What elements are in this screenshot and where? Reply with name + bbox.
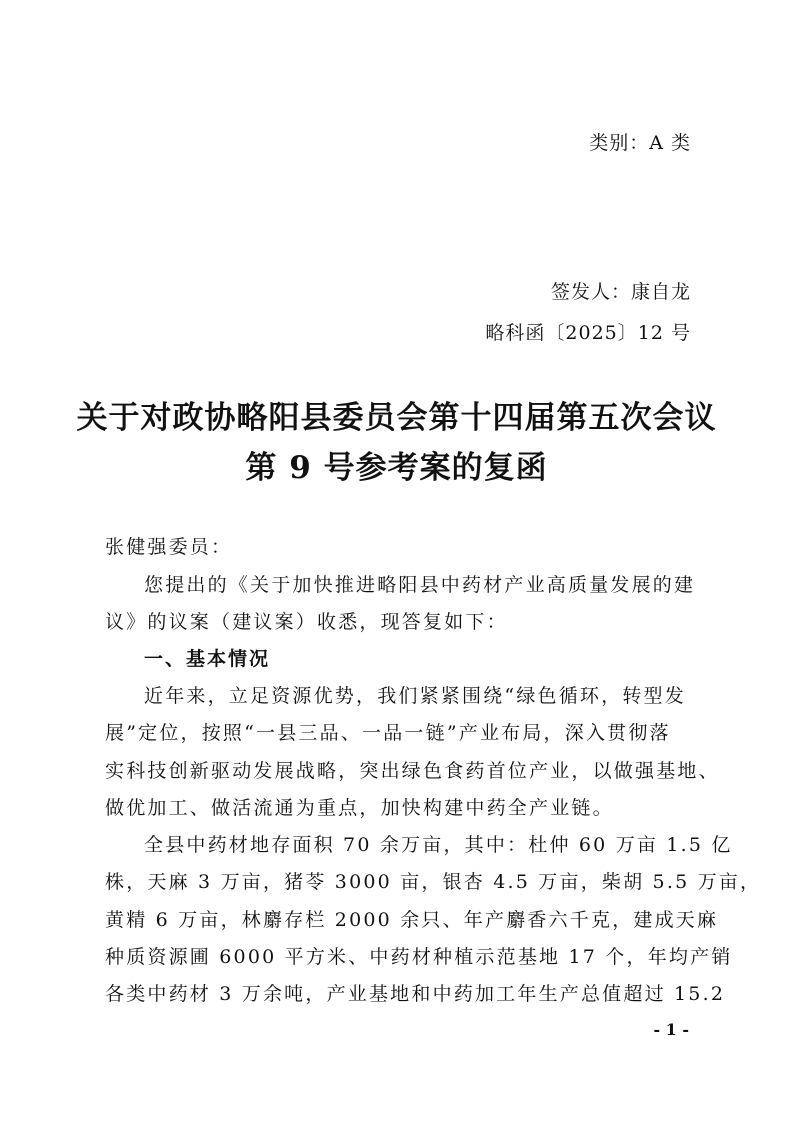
document-title-line-1: 关于对政协略阳县委员会第十四届第五次会议 — [76, 400, 717, 436]
document-title-line-2: 第 9 号参考案的复函 — [245, 450, 548, 486]
category-label: 类别：A 类 — [589, 132, 691, 154]
intro-line-1: 您提出的《关于加快推进略阳县中药材产业高质量发展的建 — [144, 574, 696, 596]
document-number: 略科函〔2025〕12 号 — [485, 322, 691, 344]
page-number: - 1 - — [653, 1020, 689, 1039]
section-heading-basic-situation: 一、基本情况 — [144, 648, 271, 670]
salutation: 张健强委员： — [105, 536, 233, 558]
paragraph-2-line-3: 黄精 6 万亩，林麝存栏 2000 余只、年产麝香六千克，建成天麻 — [105, 909, 719, 931]
paragraph-1-line-3: 实科技创新驱动发展战略，突出绿色食药首位产业，以做强基地、 — [105, 760, 720, 782]
paragraph-1-line-1: 近年来，立足资源优势，我们紧紧围绕“绿色循环，转型发 — [144, 685, 686, 707]
paragraph-2-line-1: 全县中药材地存面积 70 余万亩，其中：杜仲 60 万亩 1.5 亿 — [144, 834, 733, 856]
paragraph-2-line-2: 株，天麻 3 万亩，猪苓 3000 亩，银杏 4.5 万亩，柴胡 5.5 万亩， — [105, 871, 762, 893]
paragraph-1-line-2: 展”定位，按照“一县三品、一品一链”产业布局，深入贯彻落 — [105, 722, 671, 744]
paragraph-1-line-4: 做优加工、做活流通为重点，加快构建中药全产业链。 — [105, 797, 614, 819]
paragraph-2-line-4: 种质资源圃 6000 平方米、中药材种植示范基地 17 个，年均产销 — [105, 946, 733, 968]
signer-label: 签发人：康自龙 — [550, 281, 691, 303]
intro-line-2: 议》的议案（建议案）收悉，现答复如下： — [105, 611, 508, 633]
paragraph-2-line-5: 各类中药材 3 万余吨，产业基地和中药加工年生产总值超过 15.2 — [105, 983, 726, 1005]
